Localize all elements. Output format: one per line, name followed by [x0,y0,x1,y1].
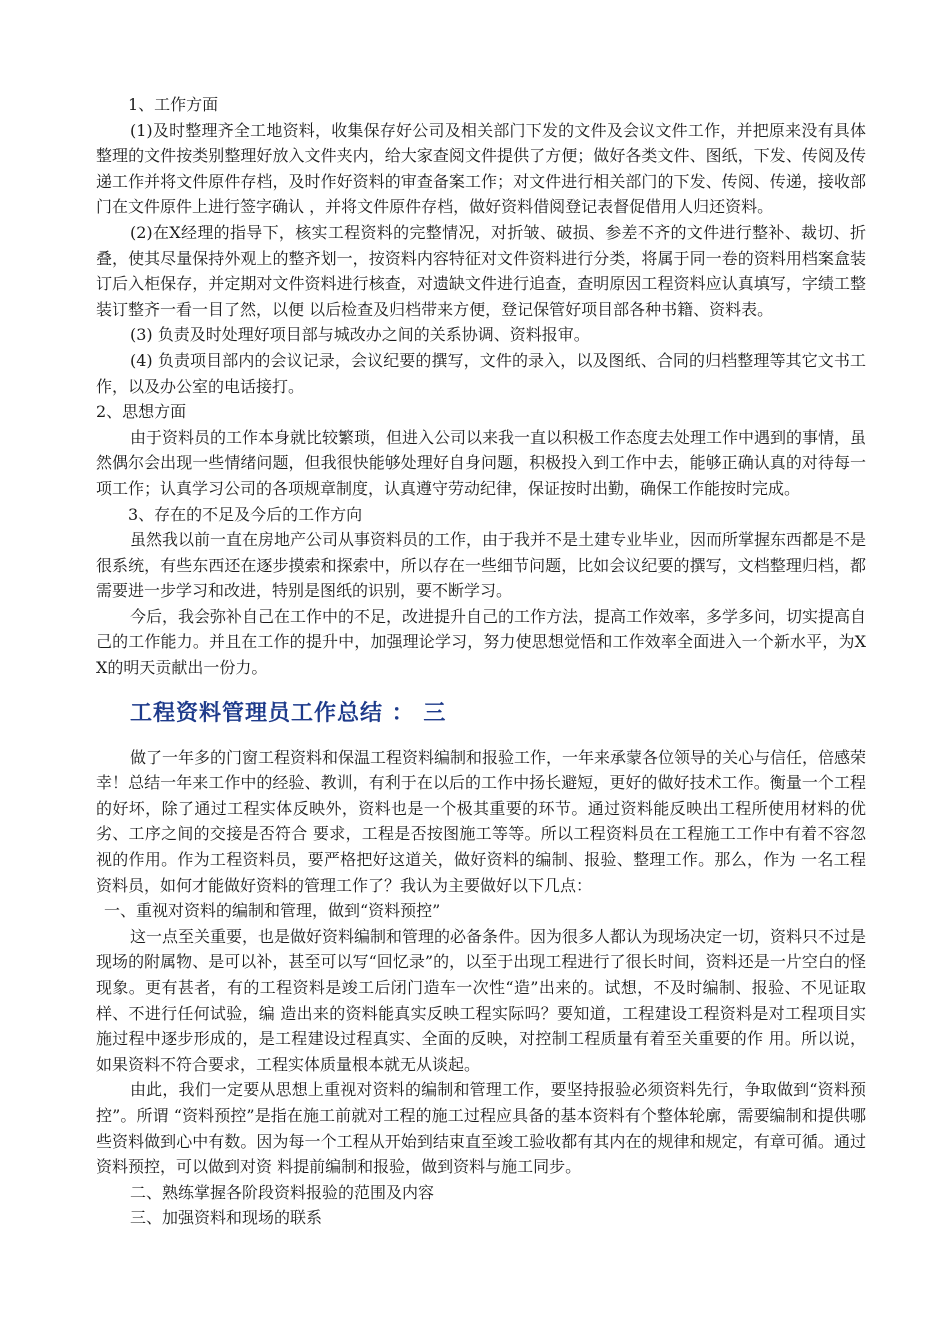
section-heading-thought: 2、思想方面 [96,402,187,422]
paragraph: 由此，我们一定要从思想上重视对资料的编制和管理工作，要坚持报验必须资料先行，争取做到“资料预控”。所谓 “资料预控”是指在施工前就对工程的施工过程应具备的基本资料有个整体轮廓，需要编制和提供哪些资料做到心中有数。因为每一个工程从开始到结束直至竣工验收都有其内在的规律和规定，有章可循。通过资料预控，可以做到对资 料提前编制和报验，做到资料与施工同步。 [96,1080,866,1177]
paragraph: (4) 负责项目部内的会议记录，会议纪要的撰写，文件的录入，以及图纸、合同的归档整理等其它文书工作，以及办公室的电话接打。 [96,350,866,396]
paragraph: 做了一年多的门窗工程资料和保温工程资料编制和报验工作，一年来承蒙各位领导的关心与信任，倍感荣幸！总结一年来工作中的经验、教训，有利于在以后的工作中扬长避短，更好的做好技术工作。衡量一个工程的好坏，除了通过工程实体反映外，资料也是一个极其重要的环节。通过资料能反映出工程所使用材料的优劣、工序之间的交接是否符合 要求，工程是否按图施工等等。所以工程资料员在工程施工工作中有着不容忽视的作用。作为工程资料员，要严格把好这道关，做好资料的编制、报验、整理工作。那么，作为 一名工程资料员，如何才能做好资料的管理工作了？我认为主要做好以下几点： [96,747,867,895]
paragraph: 由于资料员的工作本身就比较繁琐，但进入公司以来我一直以积极工作态度去处理工作中遇到的事情，虽然偶尔会出现一些情绪问题，但我很快能够处理好自身问题，积极投入到工作中去，能够正确认真的对待每一项工作；认真学习公司的各项规章制度，认真遵守劳动纪律，保证按时出勤，确保工作能按时完成。 [96,427,867,498]
document-title-part-three: 工程资料管理员工作总结 ： 三 [130,700,447,726]
paragraph: (1)及时整理齐全工地资料，收集保存好公司及相关部门下发的文件及会议文件工作，并把原来没有具体整理的文件按类别整理好放入文件夹内，给大家查阅文件提供了方便；做好各类文件、图纸，下发、传阅及传递工作并将文件原件存档，及时作好资料的审查备案工作；对文件进行相关部门的下发、传阅、传递，接收部门在文件原件上进行签字确认 ，并将文件原件存档，做好资料借阅登记表督促借用人归还资料。 [96,120,866,217]
section-heading-work: 1、工作方面 [128,95,219,114]
subheading-three: 三、加强资料和现场的联系 [130,1208,323,1228]
document-page [96,92,866,1231]
paragraph: 虽然我以前一直在房地产公司从事资料员的工作，由于我并不是土建专业毕业，因而所掌握东西都是不是很系统，有些东西还在逐步摸索和探索中，所以存在一些细节问题，比如会议纪要的撰写，文档整理归档，都需要进一步学习和改进，特别是图纸的识别，要不断学习。 [96,530,867,601]
section-heading-shortcomings: 3、存在的不足及今后的工作方向 [128,504,363,524]
paragraph: 这一点至关重要，也是做好资料编制和管理的必备条件。因为很多人都认为现场决定一切，资料只不过是现场的附属物、是可以补，甚至可以写“回忆录”的，以至于出现工程进行了很长时间，资料还是一片空白的怪现象。更有甚者，有的工程资料是竣工后闭门造车一次性“造”出来的。试想，不及时编制、报验、不见证取样、不进行任何试验，编 造出来的资料能真实反映工程实际吗？要知道，工程建设工程资料是对工程项目实施过程中逐步形成的，是工程建设过程真实、全面的反映，对控制工程质量有着至关重要的作 用。所以说，如果资料不符合要求，工程实体质量根本就无从谈起。 [96,926,867,1074]
subheading-two: 二、熟练掌握各阶段资料报验的范围及内容 [130,1182,435,1202]
subheading-one: 一、重视对资料的编制和管理，做到“资料预控” [104,901,441,921]
paragraph: 今后，我会弥补自己在工作中的不足，改进提升自己的工作方法，提高工作效率，多学多问，切实提高自己的工作能力。并且在工作的提升中，加强理论学习，努力使思想觉悟和工作效率全面进入一个新水平，为XX的明天贡献出一份力。 [96,606,867,678]
paragraph: (2)在X经理的指导下，核实工程资料的完整情况，对折皱、破损、参差不齐的文件进行整补、裁切、折叠，使其尽量保持外观上的整齐划一，按资料内容特征对文件资料进行分类，将属于同一卷的资料用档案盒装订后入柜保存，并定期对文件资料进行核查，对遗缺文件进行追查，查明原因工程资料应认真填写，字绩工整装订整齐一看一目了然，以便 以后检查及归档带来方便，登记保管好项目部各种书籍、资料表。 [96,222,866,319]
paragraph: (3) 负责及时处理好项目部与城改办之间的关系协调、资料报审。 [130,325,590,345]
